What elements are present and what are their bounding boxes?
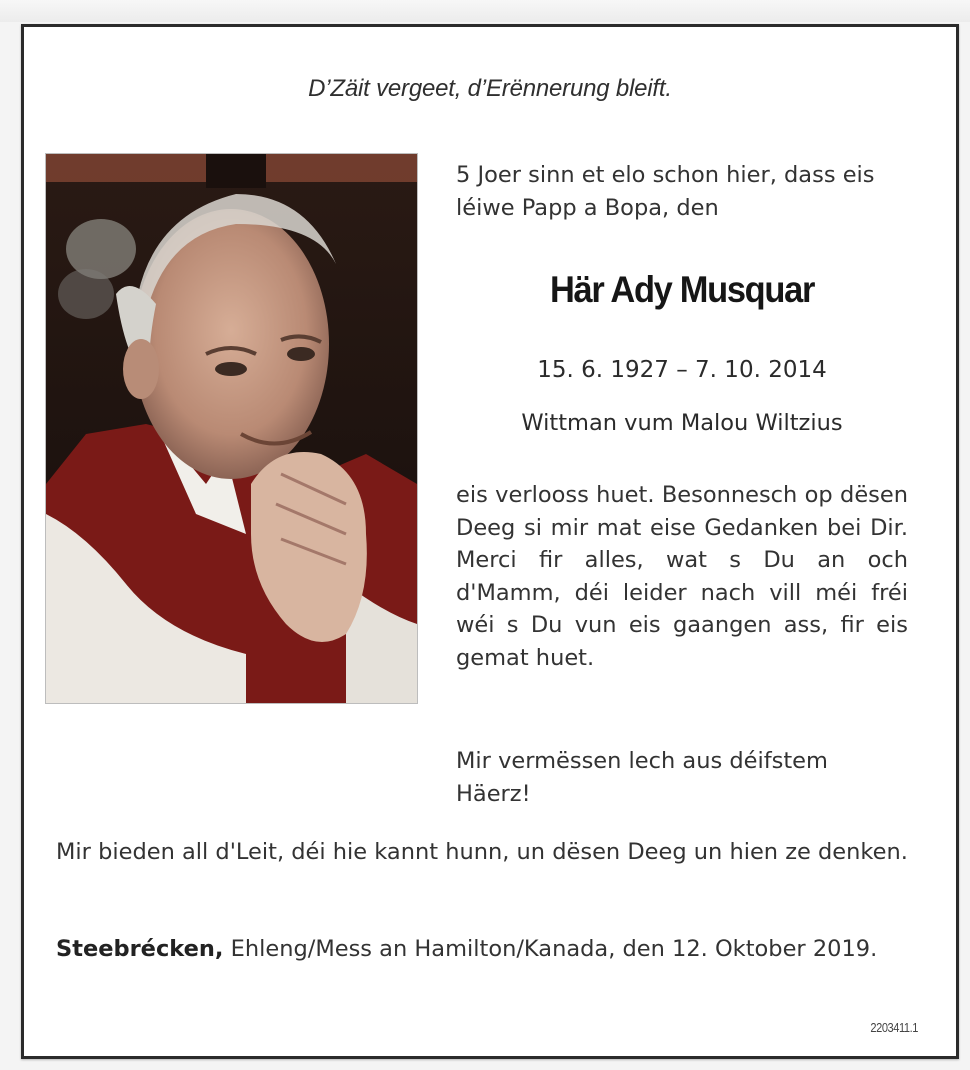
widower-line: Wittman vum Malou Wiltzius [521,410,843,436]
portrait-image-icon [46,154,417,703]
obituary-notice-card [21,24,959,1059]
body-paragraph-2: Mir vermëssen lech aus déifstem Häerz! [456,748,828,807]
signoff-place: Steebrécken, [56,936,224,962]
reference-number: 2203411.1 [870,1020,918,1035]
signoff-rest: Ehleng/Mess an Hamilton/Kanada, den 12. Oktober 2019. [230,936,878,962]
portrait-photo [45,153,418,704]
deceased-name: Här Ady Musquar [549,269,815,310]
motto-line: D’Zäit vergeet, d’Erënnerung bleift. [308,75,672,102]
intro-text: 5 Joer sinn et elo schon hier, dass eis léiwe Papp a Bopa, den [456,162,875,221]
remembrance-request: Mir bieden all d'Leit, déi hie kannt hunn, un dësen Deeg un hien ze denken. [56,839,908,865]
signoff-line [56,933,914,966]
life-dates: 15. 6. 1927 – 7. 10. 2014 [537,357,827,383]
page-top-strip [0,0,970,22]
body-paragraph-1: eis verlooss huet. Besonnesch op dësen Deeg si mir mat eise Gedanken bei Dir. Merci fir alles, wat s Du an och d'Mamm, déi leider nach vill méi fréi wéi s Du vun eis gaangen ass, fir eis gemat huet. [456,482,908,671]
